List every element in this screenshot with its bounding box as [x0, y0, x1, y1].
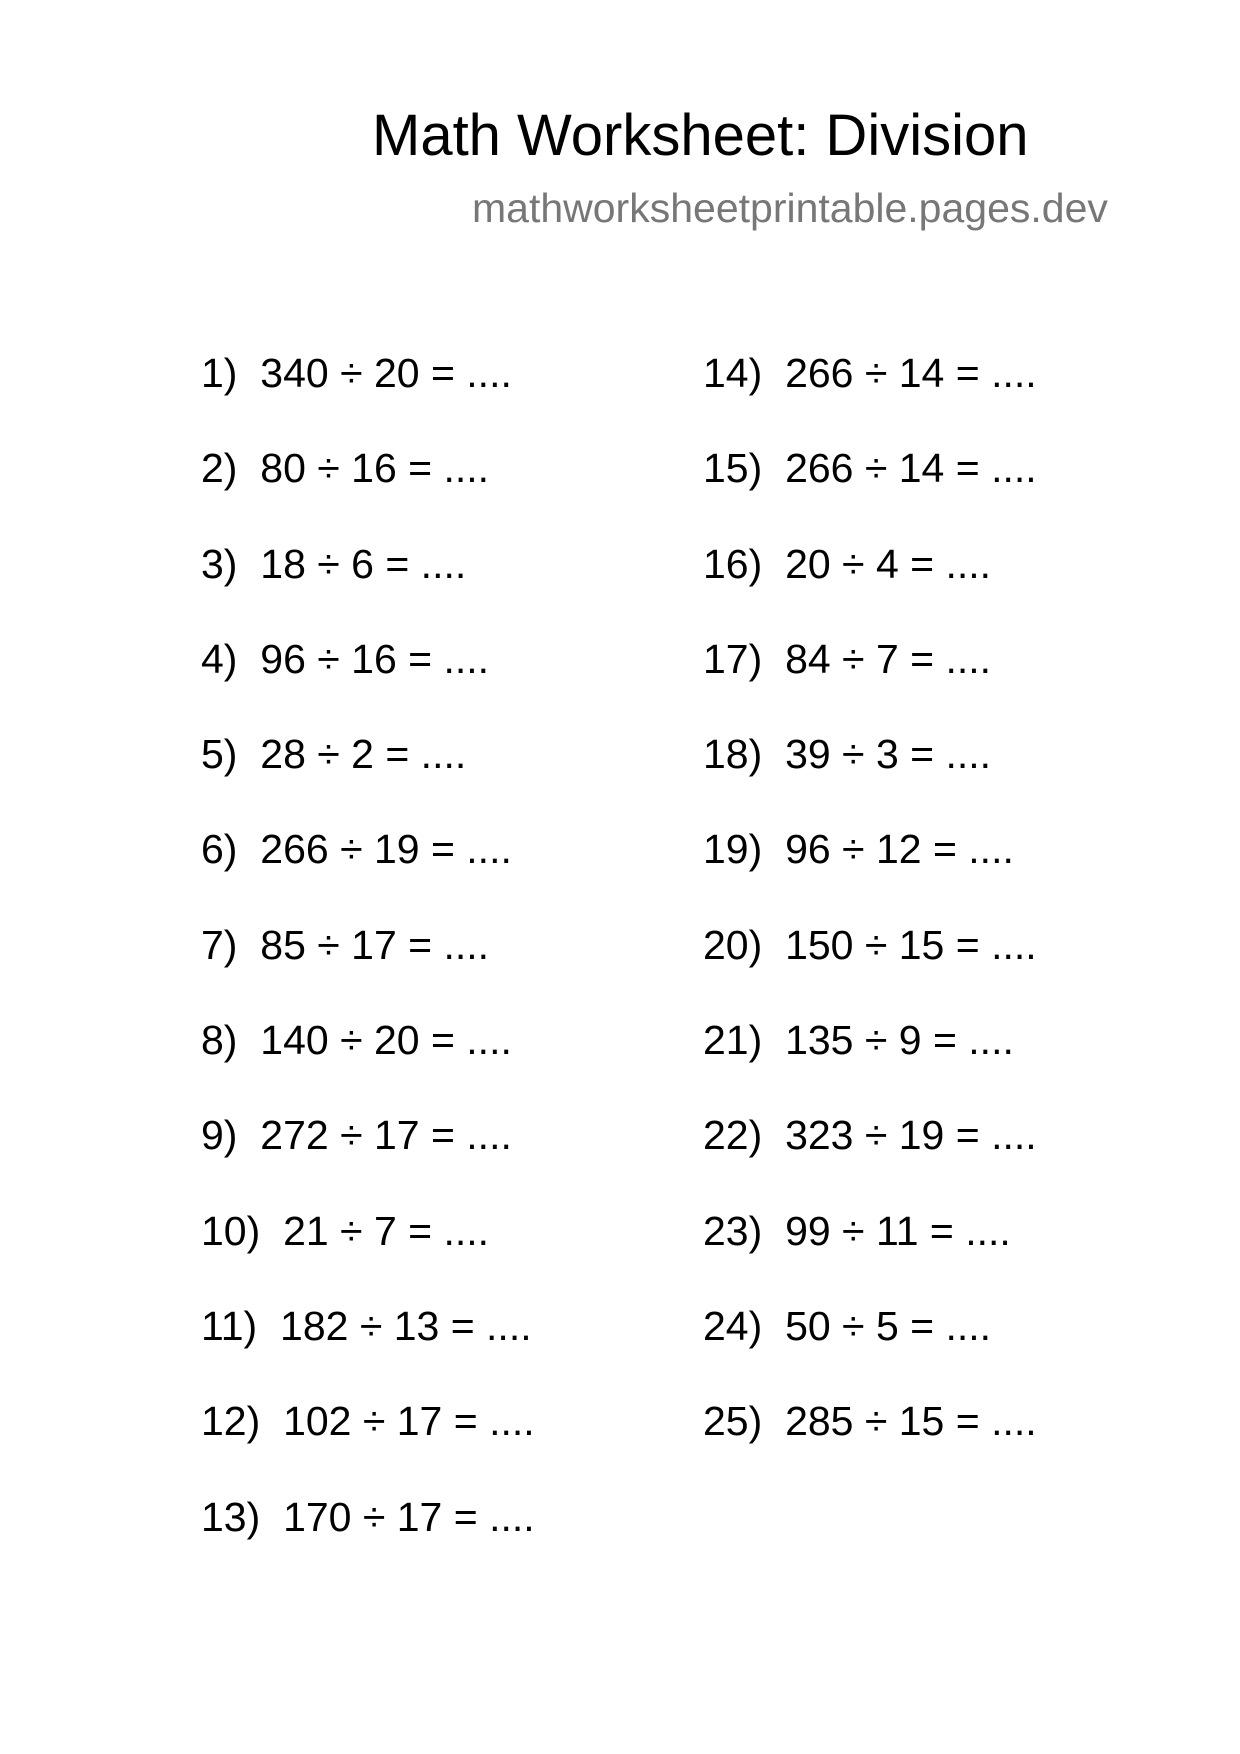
problem-number: 16): [703, 540, 763, 587]
problem-list-left: [201, 345, 535, 1584]
problem-number: 15): [703, 445, 763, 492]
problem-item: [201, 917, 535, 1012]
problem-expression: 340 ÷ 20 = ....: [260, 350, 512, 396]
problem-item: [703, 1012, 1037, 1107]
problem-expression: 170 ÷ 17 = ....: [283, 1493, 535, 1540]
problem-expression: 323 ÷ 19 = ....: [785, 1112, 1037, 1159]
problem-expression: 266 ÷ 14 = ....: [785, 445, 1037, 492]
problem-item: [703, 821, 1037, 916]
problem-number: 14): [703, 350, 763, 396]
problem-expression: 135 ÷ 9 = ....: [785, 1017, 1014, 1064]
problem-item: [201, 821, 535, 916]
problem-number: 22): [703, 1112, 763, 1159]
problem-expression: 39 ÷ 3 = ....: [785, 731, 992, 778]
problem-number: 5): [201, 731, 238, 778]
problem-item: [201, 726, 535, 821]
problem-item: [201, 440, 535, 535]
problem-number: 3): [201, 540, 238, 587]
problem-list-right: [703, 345, 1037, 1489]
problem-number: 12): [201, 1398, 261, 1445]
problem-expression: 50 ÷ 5 = ....: [785, 1302, 992, 1349]
problem-item: [703, 440, 1037, 535]
problem-item: [201, 1298, 535, 1393]
problem-number: 23): [703, 1207, 763, 1254]
problem-item: [703, 917, 1037, 1012]
problem-item: [201, 631, 535, 726]
problem-item: [201, 1107, 535, 1202]
problem-expression: 96 ÷ 12 = ....: [785, 826, 1014, 873]
problem-number: 11): [201, 1302, 258, 1349]
source-url: mathworksheetprintable.pages.dev: [472, 185, 1108, 231]
problem-number: 8): [201, 1017, 238, 1064]
problem-expression: 21 ÷ 7 = ....: [283, 1207, 490, 1254]
problem-expression: 150 ÷ 15 = ....: [785, 921, 1037, 968]
problem-expression: 20 ÷ 4 = ....: [785, 540, 992, 587]
problem-item: [201, 345, 535, 440]
problem-expression: 96 ÷ 16 = ....: [260, 635, 490, 682]
problem-item: [703, 631, 1037, 726]
problem-number: 10): [201, 1207, 261, 1254]
problem-expression: 272 ÷ 17 = ....: [260, 1112, 512, 1159]
problem-item: [703, 536, 1037, 631]
problem-number: 9): [201, 1112, 238, 1159]
problem-number: 18): [703, 731, 763, 778]
problem-number: 1): [201, 350, 238, 396]
problem-item: [703, 1298, 1037, 1393]
problem-expression: 266 ÷ 19 = ....: [260, 826, 512, 873]
problem-item: [703, 726, 1037, 821]
problem-number: 17): [703, 635, 763, 682]
problem-expression: 102 ÷ 17 = ....: [283, 1398, 535, 1445]
problem-item: [703, 345, 1037, 440]
problem-expression: 182 ÷ 13 = ....: [280, 1302, 532, 1349]
problem-item: [703, 1393, 1037, 1488]
problem-expression: 18 ÷ 6 = ....: [260, 540, 467, 587]
problem-item: [703, 1203, 1037, 1298]
problem-number: 13): [201, 1493, 261, 1540]
problem-number: 4): [201, 635, 238, 682]
problem-item: [201, 1203, 535, 1298]
problem-number: 20): [703, 921, 763, 968]
problem-number: 7): [201, 921, 238, 968]
problem-item: [201, 1393, 535, 1488]
problem-number: 24): [703, 1302, 763, 1349]
problem-item: [703, 1107, 1037, 1202]
problem-item: [201, 1012, 535, 1107]
problem-expression: 80 ÷ 16 = ....: [260, 445, 490, 492]
problem-expression: 85 ÷ 17 = ....: [260, 921, 490, 968]
problem-expression: 266 ÷ 14 = ....: [785, 350, 1037, 396]
page-title: Math Worksheet: Division: [372, 103, 1029, 168]
problem-expression: 285 ÷ 15 = ....: [785, 1398, 1037, 1445]
problem-number: 25): [703, 1398, 763, 1445]
problem-expression: 99 ÷ 11 = ....: [785, 1207, 1011, 1254]
problem-expression: 140 ÷ 20 = ....: [260, 1017, 512, 1064]
problem-expression: 84 ÷ 7 = ....: [785, 635, 992, 682]
problem-number: 19): [703, 826, 763, 873]
problem-number: 21): [703, 1017, 763, 1064]
problem-item: [201, 536, 535, 631]
problem-number: 2): [201, 445, 238, 492]
problem-item: [201, 1489, 535, 1584]
problem-number: 6): [201, 826, 238, 873]
problem-expression: 28 ÷ 2 = ....: [260, 731, 467, 778]
